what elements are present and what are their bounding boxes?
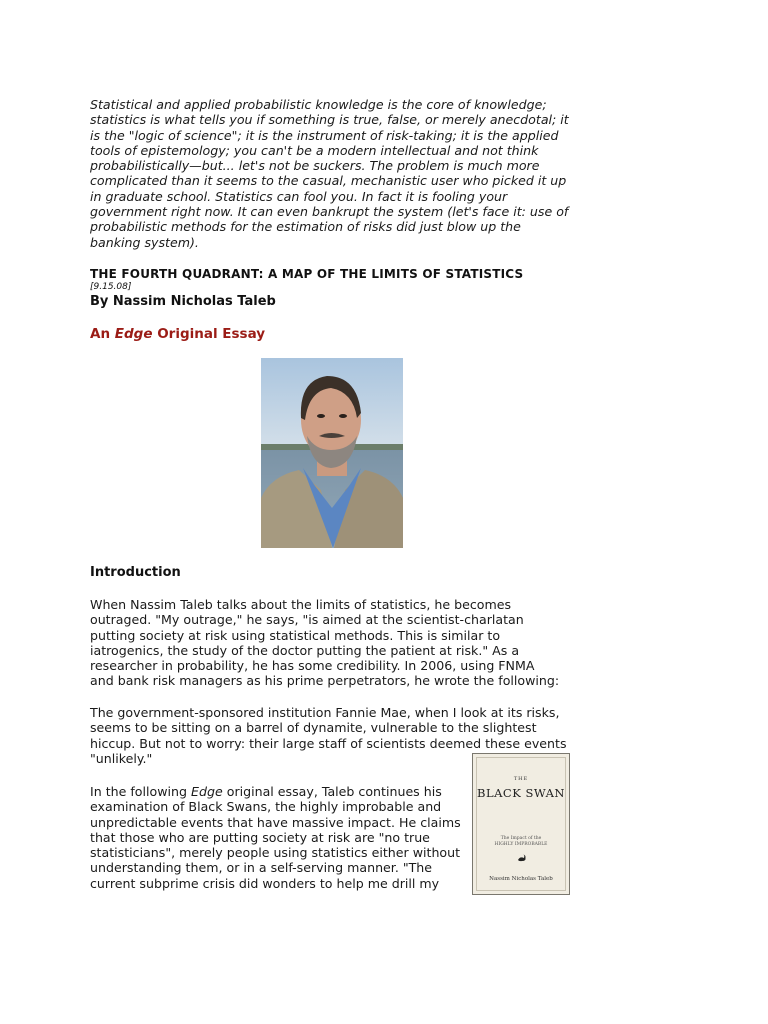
book-cover-subtitle <box>473 836 569 848</box>
edge-original-essay-label <box>90 326 572 342</box>
book-cover-subtitle-line-2: HIGHLY IMPROBABLE <box>494 842 548 847</box>
introduction-heading: Introduction <box>90 565 181 580</box>
book-cover-title: BLACK SWAN <box>477 786 565 800</box>
introduction-paragraph-1: When Nassim Taleb talks about the limits of statistics, he becomes outraged. "My outrage," he says, "is aimed at the scientist-charlatan putting society at risk using statistical methods. This is similar to iatrogenics, the study of the doctor putting the patient at risk." As a researcher in probability, he has some credibility. In 2006, using FNMA and bank risk managers as his prime perpetrators, he wrote the following: <box>90 597 560 689</box>
black-swan-book-cover <box>472 753 570 895</box>
introduction-paragraph-2: The government-sponsored institution Fannie Mae, when I look at its risks, seems to be sitting on a barrel of dynamite, vulnerable to the slightest hiccup. But not to worry: their large staff of scientists deemed these events "unlikely." <box>90 705 567 766</box>
intro-quote: Statistical and applied probabilistic knowledge is the core of knowledge; statistics is what tells you if something is true, false, or merely anecdotal; it is the "logic of science"; it is the instrument of risk-taking; it is the applied tools of epistemology; you can't be a modern intellectual and not think probabilistically—but... let's not be suckers. The problem is much more complicated than it seems to the casual, mechanistic user who picked it up in graduate school. Statistics can fool you. In fact it is fooling your government right now. It can even bankrupt the system (let's face it: use of probabilistic methods for the estimation of risks did just blow up the banking system). <box>90 97 569 250</box>
p3-edge-word: Edge <box>191 784 223 799</box>
introduction-paragraph-3 <box>90 784 462 891</box>
article-byline: By Nassim Nicholas Taleb <box>90 294 276 309</box>
p3-prefix: In the following <box>90 784 187 799</box>
book-cover-author: Nassim Nicholas Taleb <box>489 876 553 882</box>
book-cover-subtitle-line-1: The Impact of the <box>500 836 542 841</box>
author-portrait <box>261 358 403 548</box>
article-title: THE FOURTH QUADRANT: A MAP OF THE LIMITS OF STATISTICS <box>90 267 524 281</box>
edge-word: Edge <box>114 326 153 342</box>
black-swan-icon <box>517 854 527 862</box>
edge-suffix: Original Essay <box>157 326 266 342</box>
edge-prefix: An <box>90 326 111 342</box>
book-cover-the: THE <box>513 776 529 782</box>
p3-rest: original essay, Taleb continues his examination of Black Swans, the highly improbable and unpredictable events that have massive impact. He claims that those who are putting society at risk are "no true statisticians", merely people using statistics either without understanding them, or in a self-serving manner. "The current subprime crisis did wonders to help me drill my <box>90 784 461 891</box>
article-date: [9.15.08] <box>90 282 132 292</box>
